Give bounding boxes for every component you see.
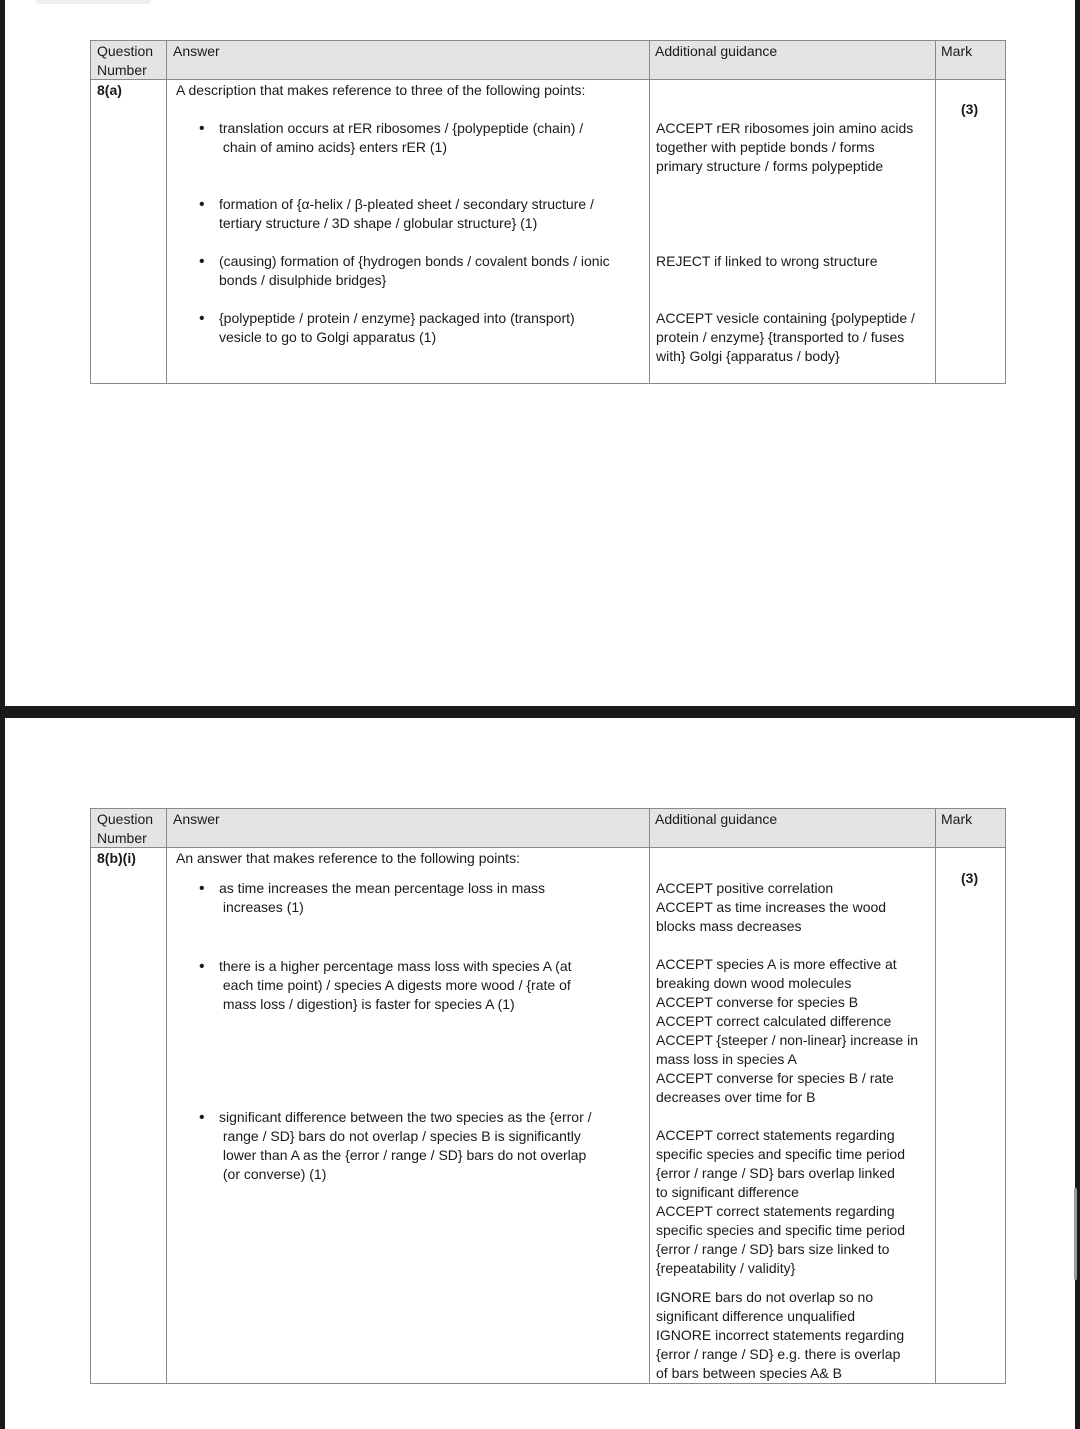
- guidance-note: ACCEPT correct statements regarding specific species and specific time period {error / range / SD} bars overlap linked to significant difference ACCEPT correct statements regarding specific species and specific time period {error / range / SD} bars size linked to {repeatability / validity}: [656, 1127, 906, 1276]
- guidance-note: IGNORE bars do not overlap so no significant difference unqualified IGNORE incorrect statements regarding {error / range / SD} e.g. there is overlap of bars between species A& B: [656, 1289, 905, 1381]
- page-tab: [35, 0, 151, 4]
- scrollbar[interactable]: [1074, 1188, 1077, 1280]
- answer-point: • formation of {α-helix / β-pleated sheet / secondary structure / tertiary structure / 3D shape / globular structure} (1): [219, 195, 594, 233]
- table-header: [91, 41, 1005, 80]
- table-header: [91, 809, 1005, 848]
- mark-scheme-table-8a: [90, 40, 1006, 384]
- answer-intro: A description that makes reference to three of the following points:: [176, 82, 586, 98]
- header-guidance: Additional guidance: [655, 43, 778, 59]
- guidance-note: ACCEPT vesicle containing {polypeptide / protein / enzyme} {transported to / fuses with} Golgi {apparatus / body}: [656, 310, 915, 364]
- header-question-number: Question Number: [97, 43, 154, 78]
- header-mark: Mark: [941, 43, 973, 59]
- header-question-number: Question Number: [97, 811, 154, 846]
- answer-point: • (causing) formation of {hydrogen bonds / covalent bonds / ionic bonds / disulphide bridges}: [219, 252, 610, 290]
- answer-point: • significant difference between the two species as the {error / range / SD} bars do not overlap / species B is significantly lower than A as the {error / range / SD} bars do not overlap (or converse) (1): [219, 1108, 592, 1184]
- question-number: 8(a): [97, 82, 122, 98]
- header-answer: Answer: [173, 43, 220, 59]
- answer-intro: An answer that makes reference to the following points:: [176, 850, 520, 866]
- guidance-note: ACCEPT species A is more effective at breaking down wood molecules ACCEPT converse for species B ACCEPT correct calculated difference ACCEPT {steeper / non-linear} increase in mass loss in species A ACCEPT converse for species B / rate decreases over time for B: [656, 956, 918, 1105]
- header-answer: Answer: [173, 811, 220, 827]
- page-2: [5, 718, 1075, 1429]
- header-guidance: Additional guidance: [655, 811, 778, 827]
- mark-value: (3): [961, 870, 979, 886]
- mark-value: (3): [961, 101, 979, 117]
- question-number: 8(b)(i): [97, 850, 136, 866]
- page-1: [5, 0, 1075, 706]
- answer-point: • as time increases the mean percentage loss in mass increases (1): [219, 879, 545, 917]
- answer-point: • {polypeptide / protein / enzyme} packaged into (transport) vesicle to go to Golgi apparatus (1): [219, 309, 575, 347]
- answer-point: • there is a higher percentage mass loss with species A (at each time point) / species A digests more wood / {rate of mass loss / digestion} is faster for species A (1): [219, 957, 572, 1014]
- guidance-note: ACCEPT rER ribosomes join amino acids together with peptide bonds / forms primary structure / forms polypeptide: [656, 120, 914, 174]
- mark-scheme-table-8bi: [90, 808, 1006, 1384]
- header-mark: Mark: [941, 811, 973, 827]
- guidance-note: REJECT if linked to wrong structure: [656, 253, 878, 269]
- answer-point: • translation occurs at rER ribosomes / {polypeptide (chain) / chain of amino acids} enters rER (1): [219, 119, 583, 157]
- guidance-note: ACCEPT positive correlation ACCEPT as time increases the wood blocks mass decreases: [656, 880, 887, 934]
